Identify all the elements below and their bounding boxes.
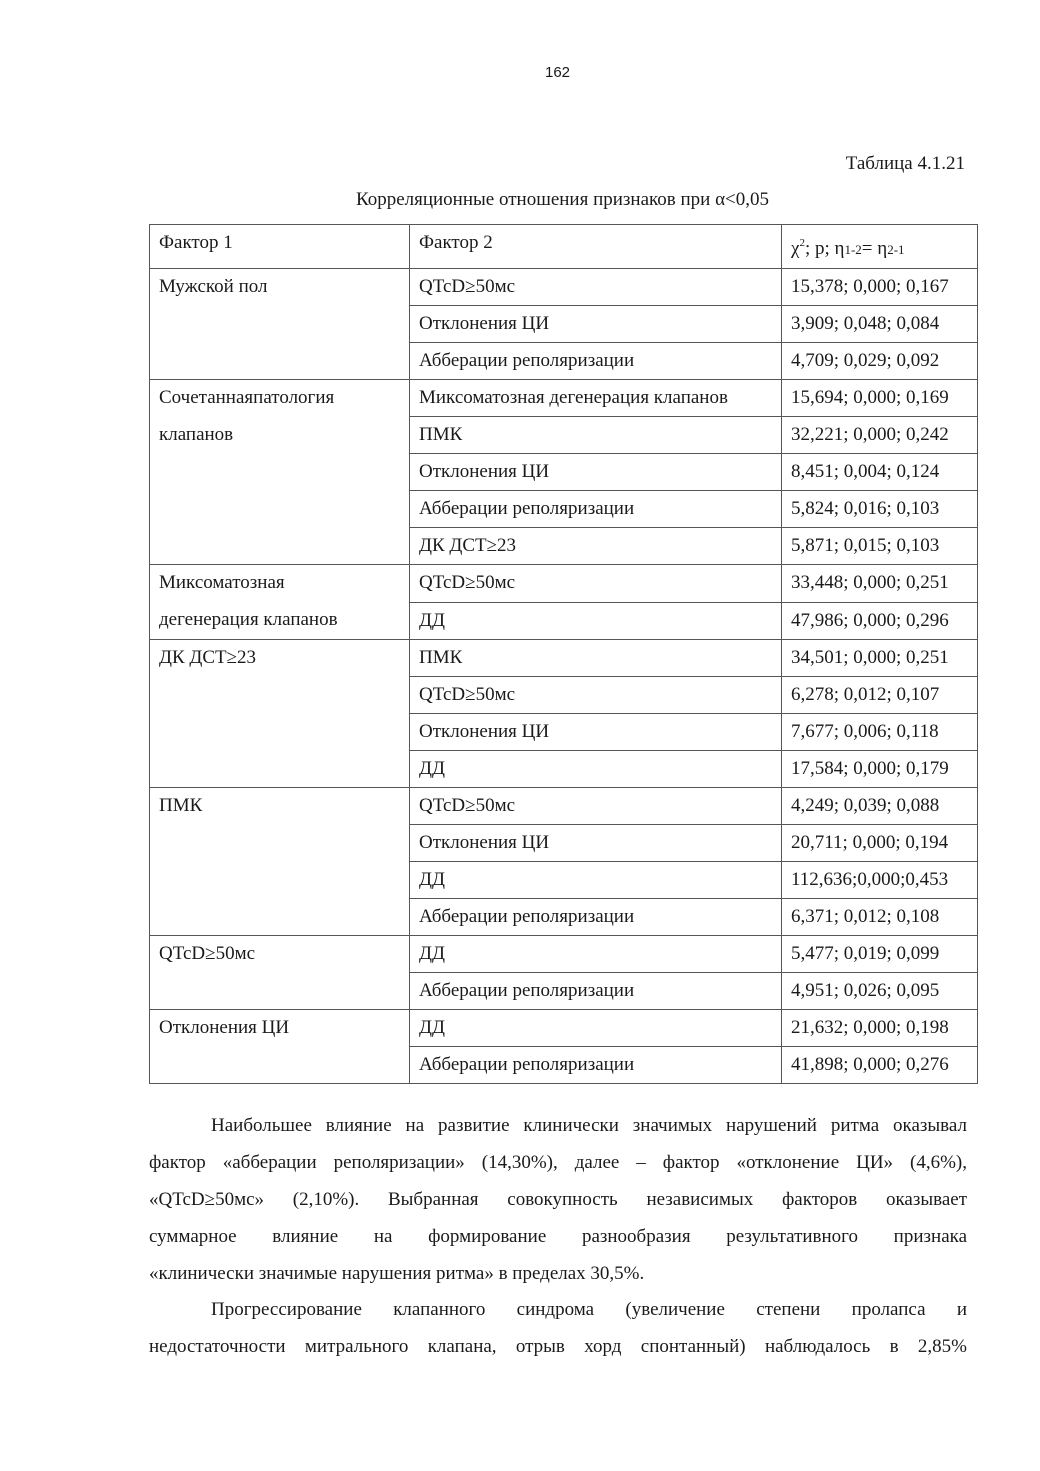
factor2-cell: QTcD≥50мс xyxy=(410,677,782,714)
statistics-cell: 33,448; 0,000; 0,251 xyxy=(782,565,978,603)
factor2-cell: Отклонения ЦИ xyxy=(410,825,782,862)
factor1-line: ПМК xyxy=(159,795,203,816)
statistics-cell: 8,451; 0,004; 0,124 xyxy=(782,454,978,491)
table-header-row xyxy=(150,225,978,269)
statistics-cell: 34,501; 0,000; 0,251 xyxy=(782,640,978,677)
factor1-line: Миксоматозная xyxy=(159,572,285,593)
statistics-cell: 5,871; 0,015; 0,103 xyxy=(782,528,978,565)
factor2-cell: Абберации реполяризации xyxy=(410,899,782,936)
factor2-cell: ПМК xyxy=(410,640,782,677)
factor2-cell: ДД xyxy=(410,936,782,973)
statistics-cell: 7,677; 0,006; 0,118 xyxy=(782,714,978,751)
eta-sub-1: 1-2 xyxy=(844,242,862,257)
statistics-cell: 17,584; 0,000; 0,179 xyxy=(782,751,978,788)
factor2-cell: ДД xyxy=(410,751,782,788)
page-number: 162 xyxy=(544,64,571,81)
factor1-word: патология xyxy=(253,387,335,408)
table-row xyxy=(150,640,978,677)
factor1-cell xyxy=(150,640,410,788)
factor1-cell xyxy=(150,788,410,936)
paragraph-line: Прогрессирование клапанного синдрома (увеличение степени пролапса и xyxy=(211,1299,967,1320)
factor1-line: Отклонения ЦИ xyxy=(159,1017,290,1038)
paragraph-2 xyxy=(149,1291,967,1365)
statistics-cell: 3,909; 0,048; 0,084 xyxy=(782,306,978,343)
factor2-cell: Отклонения ЦИ xyxy=(410,714,782,751)
paragraph-line: недостаточности митрального клапана, отрыв хорд спонтанный) наблюдалось в 2,85% xyxy=(149,1336,967,1357)
statistics-cell: 5,824; 0,016; 0,103 xyxy=(782,491,978,528)
factor1-cell xyxy=(150,380,410,565)
statistics-cell: 21,632; 0,000; 0,198 xyxy=(782,1010,978,1047)
factor1-cell xyxy=(150,936,410,1010)
chi-symbol: χ xyxy=(791,238,800,259)
factor1-line: ДК ДСТ≥23 xyxy=(159,647,257,668)
header-factor1: Фактор 1 xyxy=(150,225,410,269)
statistics-cell: 5,477; 0,019; 0,099 xyxy=(782,936,978,973)
chi-exponent: 2 xyxy=(799,237,805,249)
table-label: Таблица 4.1.21 xyxy=(845,153,965,174)
paragraph-1 xyxy=(149,1107,967,1292)
factor1-cell xyxy=(150,1010,410,1084)
statistics-cell: 112,636;0,000;0,453 xyxy=(782,862,978,899)
factor1-word: Сочетанная xyxy=(159,387,254,408)
statistics-cell: 20,711; 0,000; 0,194 xyxy=(782,825,978,862)
factor2-cell: QTcD≥50мс xyxy=(410,269,782,306)
paragraph-line: «клинически значимые нарушения ритма» в пределах 30,5%. xyxy=(149,1263,645,1284)
header-statistics xyxy=(782,225,978,269)
factor1-cell xyxy=(150,269,410,380)
eta-sub-2: 2-1 xyxy=(887,242,905,257)
statistics-cell: 6,371; 0,012; 0,108 xyxy=(782,899,978,936)
factor1-cell xyxy=(150,565,410,640)
factor1-line xyxy=(159,380,400,417)
header-stat-eq: = η xyxy=(861,238,888,259)
table-row xyxy=(150,1010,978,1047)
statistics-cell: 6,278; 0,012; 0,107 xyxy=(782,677,978,714)
factor2-cell: ДД xyxy=(410,1010,782,1047)
statistics-cell: 4,951; 0,026; 0,095 xyxy=(782,973,978,1010)
factor2-cell: Абберации реполяризации xyxy=(410,491,782,528)
paragraph-line: «QTcD≥50мс» (2,10%). Выбранная совокупность независимых факторов оказывает xyxy=(149,1189,967,1210)
factor1-line: QTcD≥50мс xyxy=(159,943,256,964)
statistics-cell: 41,898; 0,000; 0,276 xyxy=(782,1047,978,1084)
header-stat-mid: ; p; η xyxy=(804,238,845,259)
statistics-cell: 4,249; 0,039; 0,088 xyxy=(782,788,978,825)
factor2-cell: ДД xyxy=(410,602,782,640)
statistics-cell: 15,694; 0,000; 0,169 xyxy=(782,380,978,417)
factor2-cell: Абберации реполяризации xyxy=(410,1047,782,1084)
factor2-cell: Миксоматозная дегенерация клапанов xyxy=(410,380,782,417)
factor2-cell: ДД xyxy=(410,862,782,899)
statistics-cell: 47,986; 0,000; 0,296 xyxy=(782,602,978,640)
correlation-table xyxy=(149,224,978,1084)
factor1-line: клапанов xyxy=(159,424,234,445)
statistics-cell: 32,221; 0,000; 0,242 xyxy=(782,417,978,454)
factor2-cell: Отклонения ЦИ xyxy=(410,306,782,343)
table-title: Корреляционные отношения признаков при α<0,05 xyxy=(355,189,770,210)
statistics-cell: 4,709; 0,029; 0,092 xyxy=(782,343,978,380)
factor2-cell: QTcD≥50мс xyxy=(410,565,782,603)
factor2-cell: Абберации реполяризации xyxy=(410,973,782,1010)
paragraph-line: суммарное влияние на формирование разнообразия результативного признака xyxy=(149,1226,967,1247)
factor2-cell: ДК ДСТ≥23 xyxy=(410,528,782,565)
table-row xyxy=(150,380,978,417)
statistics-cell: 15,378; 0,000; 0,167 xyxy=(782,269,978,306)
header-factor2: Фактор 2 xyxy=(410,225,782,269)
factor2-cell: QTcD≥50мс xyxy=(410,788,782,825)
factor1-line: дегенерация клапанов xyxy=(159,609,338,630)
table-row xyxy=(150,788,978,825)
paragraph-line: фактор «абберации реполяризации» (14,30%), далее – фактор «отклонение ЦИ» (4,6%), xyxy=(149,1152,967,1173)
factor2-cell: Отклонения ЦИ xyxy=(410,454,782,491)
factor2-cell: Абберации реполяризации xyxy=(410,343,782,380)
table-row xyxy=(150,936,978,973)
table-row xyxy=(150,565,978,603)
factor2-cell: ПМК xyxy=(410,417,782,454)
paragraph-line: Наибольшее влияние на развитие клинически значимых нарушений ритма оказывал xyxy=(211,1115,967,1136)
factor1-line: Мужской пол xyxy=(159,276,268,297)
table-row xyxy=(150,269,978,306)
